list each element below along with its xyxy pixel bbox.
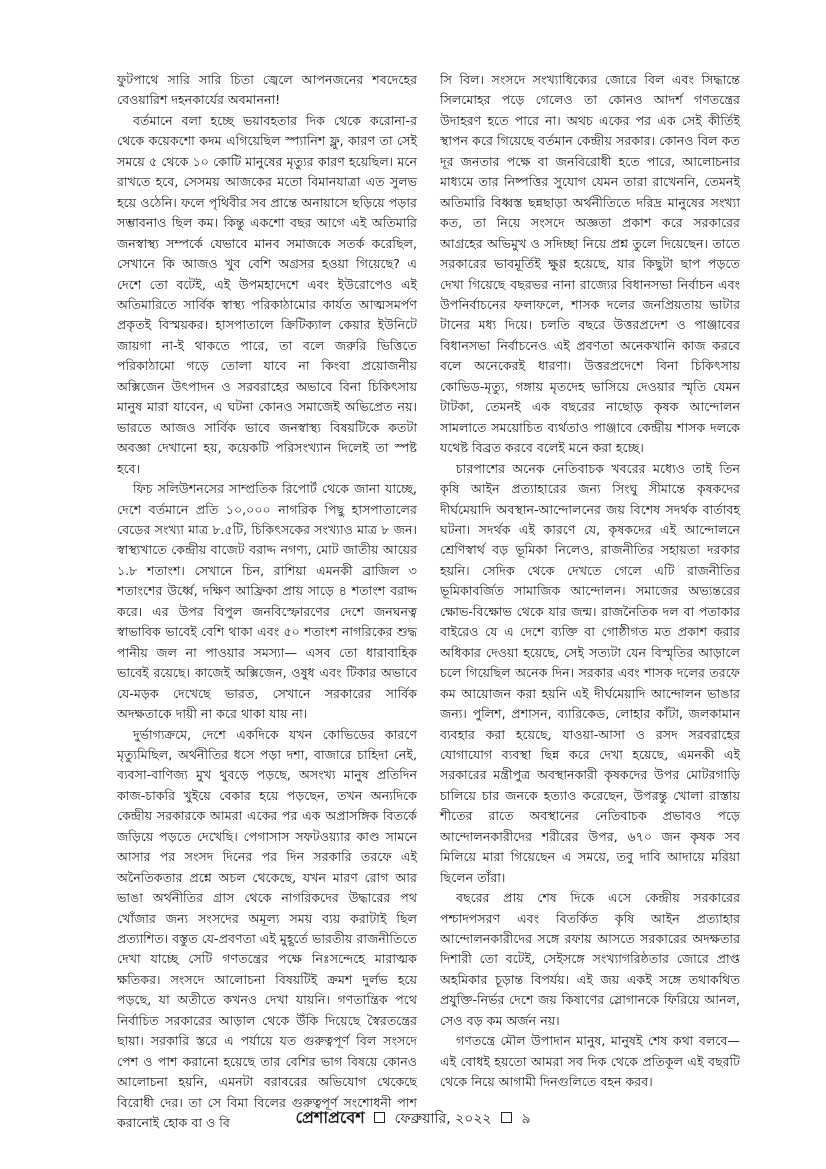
paragraph: বর্তমানে বলা হচ্ছে ভয়াবহতার দিক থেকে করোনা-র থেকে কয়েকশো কদম এগিয়েছিল স্প্যানিশ ফ্লু, কারণ তা সেই সময়ে ৫ থেকে ১০ কোটি মানুষের মৃত্যুর কারণ হয়েছিল। মনে রাখতে হবে, সেসময় আজকের মতো বিমানযাত্রা এত সুলভ হয়ে ওঠেনি। ফলে পৃথিবীর সব প্রান্তে অনায়াসে ছড়িয়ে পড়ার সম্ভাবনাও ছিল কম। কিন্তু একশো বছর আগে এই অতিমারি জনস্বাস্থ্য সম্পর্কে যেভাবে মানব সমাজকে সতর্ক করেছিল, সেখানে কি আজও খুব বেশি অগ্রসর হওয়া গিয়েছে? এ দেশে তো বটেই, এই উপমহাদেশে এবং ইউরোপেও এই অতিমারিতে সার্বিক স্বাস্থ্য পরিকাঠামোর কার্যত আত্মসমর্পণ প্রকৃতই বিস্ময়কর। হাসপাতালে ক্রিটিক্যাল কেয়ার ইউনিটে জায়গা না-ই থাকতে পারে, তা বলে জরুরি ভিত্তিতে পরিকাঠামো গড়ে তোলা যাবে না কিংবা প্রয়োজনীয় অক্সিজেন উৎপাদন ও সরবরাহের অভাবে বিনা চিকিৎসায় মানুষ মারা যাবেন, এ ঘটনা কোনও সমাজেই অভিপ্রেত নয়। ভারতে আজও সার্বিক ভাবে জনস্বাস্থ্য বিষয়টিকে কতটা অবজ্ঞা দেখানো হয়, কয়েকটি পরিসংখ্যান দিলেই তা স্পষ্ট হবে।	[117, 112, 417, 476]
paragraph: দুর্ভাগ্যক্রমে, দেশে একদিকে যখন কোভিডের কারণে মৃত্যুমিছিল, অর্থনীতির ধসে পড়া দশা, বাজারে চাহিদা নেই, ব্যবসা-বাণিজ্য মুখ থুবড়ে পড়ছে, অসংখ্য মানুষ প্রতিদিন কাজ-চাকরি খুইয়ে বেকার হয়ে পড়ছেন, তখন অন্যদিকে কেন্দ্রীয় সরকারকে আমরা একের পর এক অপ্রাসঙ্গিক বিতর্কে জড়িয়ে পড়তে দেখেছি। পেগাসাস সফটওয়্যার কাণ্ড সামনে আসার পর সংসদ দিনের পর দিন সরকারি তরফে এই অনৈতিকতার প্রশ্নে অচল থেকেছে, যখন মারণ রোগ আর ভাঙা অর্থনীতির গ্রাস থেকে নাগরিকদের উদ্ধারের পথ খোঁজার জন্য সংসদের অমূল্য সময় ব্যয় করাটাই ছিল প্রত্যাশিত। বস্তুত যে-প্রবণতা এই মুহূর্তে ভারতীয় রাজনীতিতে দেখা যাচ্ছে সেটি গণতন্ত্রের পক্ষে নিঃসন্দেহে মারাত্মক ক্ষতিকর। সংসদে আলোচনা বিষয়টিই ক্রমশ দুর্লভ হয়ে পড়ছে, যা অতীতে কখনও দেখা যায়নি। গণতান্ত্রিক পথে নির্বাচিত সরকারের আড়াল থেকে উঁকি দিয়েছে স্বৈরতন্ত্রের ছায়া। সরকারি স্তরে এ পর্যায়ে যত গুরুত্বপূর্ণ বিল সংসদে পেশ ও পাশ করানো হয়েছে তার বেশির ভাগ বিষয়ে কোনও আলোচনা হয়নি, এমনটা বরাবরের অভিযোগ থেকেছে বিরোধী দের। তা সে বিমা বিলের গুরুত্বপূর্ণ সংশোধনী পাশ করানোই হোক বা ও বি	[117, 726, 417, 1131]
paragraph: সি বিল। সংসদে সংখ্যাধিক্যের জোরে বিল এবং সিদ্ধান্তে সিলমোহর পড়ে গেলেও তা কোনও আদর্শ গণতন্ত্রের উদাহরণ হতে পারে না। অথচ একের পর এক সেই কীর্তিই স্থাপন করে গিয়েছে বর্তমান কেন্দ্রীয় সরকার। কোনও বিল কত দূর জনতার পক্ষে বা জনবিরোধী হতে পারে, আলোচনার মাধ্যমে তার নিষ্পত্তির সুযোগ যেমন তারা রাখেননি, তেমনই অতিমারি বিধ্বস্ত ছন্নছাড়া অর্থনীতিতে দরিদ্র মানুষের সংখ্যা কত, তা নিয়ে সংসদে অজ্ঞতা প্রকাশ করে সরকারের আগ্রহের অভিমুখ ও সদিচ্ছা নিয়ে প্রশ্ন তুলে দিয়েছেন। তাতে সরকারের ভাবমূর্তিই ক্ষুণ্ণ হয়েছে, যার কিছুটা ছাপ পড়তে দেখা গিয়েছে বছরভর নানা রাজ্যের বিধানসভা নির্বাচন এবং উপনির্বাচনের ফলাফলে, শাসক দলের জনপ্রিয়তায় ভাটার টানের মধ্য দিয়ে। চলতি বছরে উত্তরপ্রদেশ ও পাঞ্জাবের বিধানসভা নির্বাচনেও এই প্রবণতা অনেকখানি কাজ করবে বলে অনেকেরই ধারণা। উত্তরপ্রদেশে বিনা চিকিৎসায় কোভিড-মৃত্যু, গঙ্গায় মৃতদেহ ভাসিয়ে দেওয়ার স্মৃতি যেমন টাটকা, তেমনই এক বছরের নাছোড় কৃষক আন্দোলন সামলাতে সময়োচিত ব্যর্থতাও পাঞ্জাবে কেন্দ্রীয় শাসক দলকে যথেষ্ট বিব্রত করবে বলেই মনে করা হচ্ছে।	[440, 72, 740, 456]
paragraph: ফিচ সলিউশনসের সাম্প্রতিক রিপোর্ট থেকে জানা যাচ্ছে, দেশে বর্তমানে প্রতি ১০,০০০ নাগরিক পিছু হাসপাতালের বেডের সংখ্যা মাত্র ৮.৫টি, চিকিৎসকের সংখ্যাও মাত্র ৮ জন। স্বাস্থ্যখাতে কেন্দ্রীয় বাজেট বরাদ্দ নগণ্য, মোট জাতীয় আয়ের ১.৮ শতাংশ। সেখানে চিন, রাশিয়া এমনকী ব্রাজিল ৩ শতাংশের উর্ধ্বে, দক্ষিণ আফ্রিকা প্রায় সাড়ে ৪ শতাংশ বরাদ্দ করে। এর উপর বিপুল জনবিস্ফোরণের দেশে জনঘনত্ব স্বাভাবিক ভাবেই বেশি থাকা এবং ৫০ শতাংশ নাগরিকের শুদ্ধ পানীয় জল না পাওয়ার সমস্যা— এসব তো ধারাবাহিক ভাবেই রয়েছে। কাজেই অক্সিজেন, ওষুধ এবং টিকার অভাবে যে-মড়ক দেখেছে ভারত, সেখানে সরকারের সার্বিক অদক্ষতাকে দায়ী না করে থাকা যায় না।	[117, 481, 417, 722]
right-column	[440, 70, 740, 1093]
page-number: ৯	[521, 1111, 531, 1127]
paragraph: চারপাশের অনেক নেতিবাচক খবরের মধ্যেও তাই তিন কৃষি আইন প্রত্যাহারের জন্য সিংঘু সীমান্তে কৃষকদের দীর্ঘমেয়াদি অবস্থান-আন্দোলনের জয় বিশেষ সদর্থক বার্তাবহ ঘটনা। সদর্থক এই কারণে যে, কৃষকদের এই আন্দোলনে শ্রেণিস্বার্থ বড় ভূমিকা নিলেও, রাজনীতির সহায়তা দরকার হয়নি। সেদিক থেকে দেখতে গেলে এটি রাজনীতির ভূমিকাবর্জিত সামাজিক আন্দোলন। সমাজের অভ্যন্তরের ক্ষোভ-বিক্ষোভ থেকে যার জন্ম। রাজনৈতিক দল বা পতাকার বাইরেও যে এ দেশে ব্যক্তি বা গোষ্ঠীগত মত প্রকাশ করার অধিকার দেওয়া হয়েছে, সেই সত্যটা যেন বিস্মৃতির আড়ালে চলে গিয়েছিল অনেক দিন। সরকার এবং শাসক দলের তরফে কম আয়োজন করা হয়নি এই দীর্ঘমেয়াদি আন্দোলন ভাঙার জন্য। পুলিশ, প্রশাসন, ব্যারিকেড, লোহার কাঁটা, জলকামান ব্যবহার করা হয়েছে, যাওয়া-আসা ও রসদ সরবরাহের যোগাযোগ ব্যবস্থা ছিন্ন করে দেখা হয়েছে, এমনকী এই সরকারের মন্ত্রীপুত্র অবস্থানকারী কৃষকদের উপর মোটরগাড়ি চালিয়ে চার জনকে হত্যাও করেছেন, উপরন্তু খোলা রাস্তায় শীতের রাতে অবস্থানের নেতিবাচক প্রভাবও পড়ে আন্দোলনকারীদের শরীরের উপর, ৬৭০ জন কৃষক সব মিলিয়ে মারা গিয়েছেন এ সময়ে, তবু দাবি আদায়ে মরিয়া ছিলেন তাঁরা।	[440, 460, 740, 885]
paragraph: গণতন্ত্রে মৌল উপাদান মানুষ, মানুষই শেষ কথা বলবে— এই বোধই হয়তো আমরা সব দিক থেকে প্রতিকূল এই বছরটি থেকে নিয়ে আগামী দিনগুলিতে বহন করব।	[440, 1033, 740, 1090]
magazine-logo: প্রেশাপ্রবেশ	[295, 1108, 365, 1127]
separator-square-icon	[501, 1112, 512, 1123]
paragraph: বছরের প্রায় শেষ দিকে এসে কেন্দ্রীয় সরকারের পশ্চাদপসরণ এবং বিতর্কিত কৃষি আইন প্রত্যাহার আন্দোলনকারীদের সঙ্গে রফায় আসতে সরকারের অদক্ষতার দিশারী তো বটেই, সেইসঙ্গে সংখ্যাগরিষ্ঠতার জোরে প্রাপ্ত অহমিকার চূড়ান্ত বিপর্যয়। এই জয় একই সঙ্গে তথাকথিত প্রযুক্তি-নির্ভর দেশে জয় কিষাণের স্লোগানকে ফিরিয়ে আনল, সেও বড় কম অর্জন নয়।	[440, 890, 740, 1028]
left-column	[117, 70, 417, 1134]
paragraph: ফুটপাথে সারি সারি চিতা জ্বেলে আপনজনের শবদেহের বেওয়ারিশ দহনকার্যের অবমাননা!	[117, 72, 417, 108]
separator-square-icon	[374, 1112, 385, 1123]
page-footer	[0, 1105, 826, 1132]
issue-date: ফেব্রুয়ারি, ২০২২	[394, 1111, 492, 1127]
